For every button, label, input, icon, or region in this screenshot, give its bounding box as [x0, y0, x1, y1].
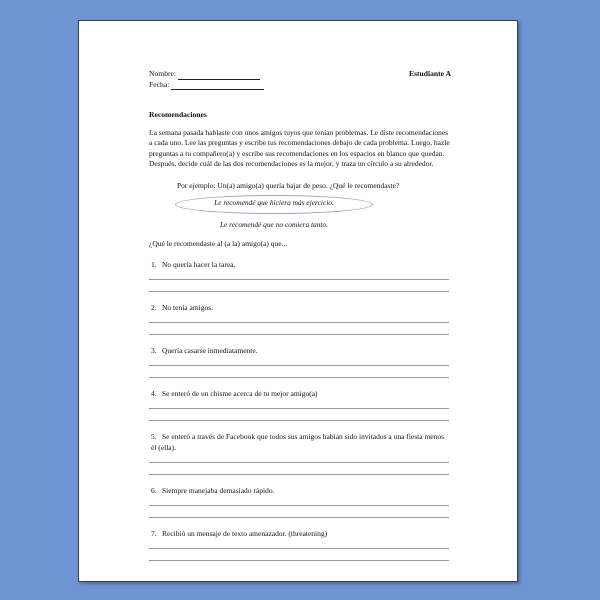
example-option-circled: Le recomendé que hiciera más ejercicio.: [214, 197, 334, 207]
student-version-tag: Estudiante A: [409, 69, 451, 78]
example-prompt: Por ejemplo: Un(a) amigo(a) quería bajar de peso. ¿Qué le recomendaste?: [177, 180, 400, 190]
item-body: Quería casarse inmediatamente.: [162, 346, 258, 356]
list-item: [149, 432, 451, 474]
answer-line[interactable]: [149, 365, 449, 366]
answer-line[interactable]: [149, 560, 449, 561]
nombre-field-row: [149, 69, 264, 80]
answer-line[interactable]: [149, 291, 449, 292]
question-text: [149, 303, 451, 313]
list-item: [149, 529, 451, 561]
question-text: [149, 432, 451, 452]
list-item: [149, 486, 451, 518]
list-item: [149, 389, 451, 421]
fecha-input-rule[interactable]: [171, 81, 264, 90]
list-item: [149, 346, 451, 378]
questions-list: [149, 260, 451, 562]
nombre-input-rule[interactable]: [178, 71, 260, 80]
answer-line[interactable]: [149, 505, 449, 506]
list-item: [149, 303, 451, 335]
fecha-field-row: [149, 80, 264, 91]
page-title: Recomendaciones: [149, 110, 207, 119]
nombre-label: Nombre:: [149, 69, 176, 78]
document-page: [78, 20, 518, 582]
answer-line[interactable]: [149, 334, 449, 335]
answer-line[interactable]: [149, 548, 449, 549]
item-body: No tenía amigos.: [162, 302, 214, 312]
item-body: Siempre manejaba demasiado rápido.: [162, 485, 275, 495]
item-body: Recibió un mensaje de texto amenazador. (threatening): [162, 529, 328, 539]
item-number: 1.: [151, 259, 157, 269]
question-text: [149, 389, 451, 399]
item-number: 7.: [151, 529, 157, 539]
instructions-paragraph: La semana pasada hablaste con unos amigos tuyos que tenían problemas. Le diste recomendaciones a cada uno. Lee las preguntas y escribe tus recomendaciones debajo de cada problema. Luego, hazle preguntas a tu compañero(a) y escribe sus recomendaciones en los espacios en blanco que quedan. Después, decide cuál de las dos recomendaciones es la mejor, y traza un círculo a su alrededor.: [149, 128, 450, 169]
answer-line[interactable]: [149, 322, 449, 323]
example-circled-answer: [149, 197, 451, 213]
page-content: [149, 69, 451, 572]
question-text: [149, 346, 451, 356]
answer-line[interactable]: [149, 420, 449, 421]
answer-line[interactable]: [149, 377, 449, 378]
answer-line[interactable]: [149, 408, 449, 409]
item-body: Se enteró a través de Facebook que todos sus amigos habían sido invitados a una fiesta menos él (ella).: [151, 432, 445, 452]
question-text: [149, 260, 451, 270]
answer-line[interactable]: [149, 462, 449, 463]
answer-line[interactable]: [149, 474, 449, 475]
question-text: [149, 529, 451, 539]
example-option-plain: Le recomendé que no comiera tanto.: [219, 219, 329, 229]
answer-line[interactable]: [149, 517, 449, 518]
answer-line[interactable]: [149, 279, 449, 280]
student-fields: [149, 69, 264, 90]
item-number: 4.: [151, 389, 157, 399]
list-item: [149, 260, 451, 292]
item-number: 5.: [151, 432, 157, 442]
question-text: [149, 486, 451, 496]
item-number: 2.: [151, 302, 157, 312]
questions-lead-in: ¿Qué le recomendaste al (a la) amigo(a) que...: [149, 238, 288, 248]
item-body: Se enteró de un chisme acerca de tu mejor amigo(a): [162, 389, 318, 399]
item-number: 6.: [151, 485, 157, 495]
item-body: No quería hacer la tarea.: [162, 259, 236, 269]
document-header: [149, 69, 451, 99]
item-number: 3.: [151, 346, 157, 356]
fecha-label: Fecha:: [149, 79, 170, 89]
